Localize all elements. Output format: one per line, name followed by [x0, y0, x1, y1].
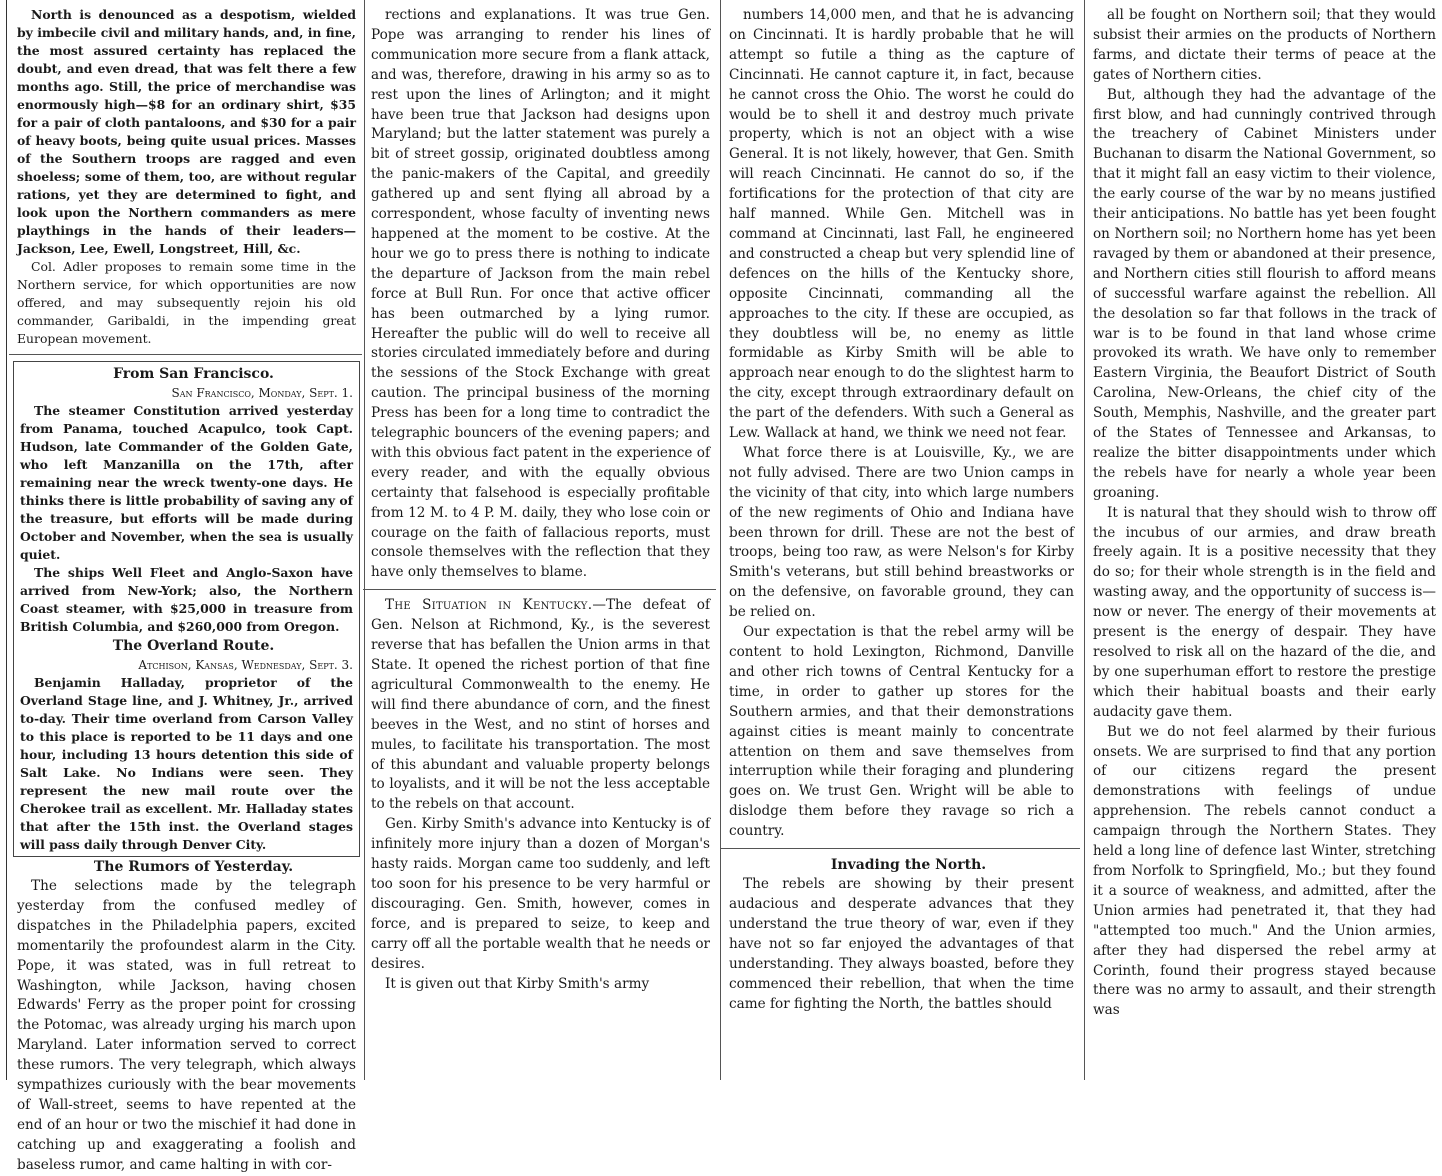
article-text: The ships Well Fleet and Anglo-Saxon have arrived from New-York; also, the Northern Coast steamer, with $25,000 in treasure from British Columbia, and $260,000 from Oregon.: [20, 565, 353, 634]
article-text: [371, 596, 710, 815]
article-text: North is denounced as a despotism, wielded by imbecile civil and military hands, and, in fine, the most assured certainty has replaced the doubt, and even dread, that was felt there a few months ago. Still, the price of merchandise was enormously high—$8 for an ordinary shirt, $35 for a pair of cloth pantaloons, and $30 for a pair of heavy boots, being quite usual prices. Masses of the Southern troops are ragged and even shoeless; some of them, too, are without regular rations, yet they are determined to fight, and look upon the Northern commanders as mere playthings in the hands of their leaders—Jackson, Lee, Ewell, Longstreet, Hill, &c.: [17, 7, 356, 256]
article-text: all be fought on Northern soil; that they would subsist their armies on the products of Northern farms, and dictate their terms of peace at the gates of Northern cities.: [1093, 7, 1436, 83]
headline-invading-north: Invading the North.: [830, 857, 987, 874]
divider: [9, 354, 362, 355]
column-4: [1084, 0, 1440, 1080]
article-text: Col. Adler proposes to remain some time in the Northern service, for which opportunities are now offered, and may subsequently rejoin his old commander, Garibaldi, in the impending great European movement.: [17, 259, 356, 346]
headline-rumors: The Rumors of Yesterday.: [93, 859, 294, 875]
article-text: rections and explanations. It was true Gen. Pope was arranging to render his lines of communication more secure from a flank attack, and was, therefore, drawing in his army so as to rest upon the lines of Arlington; and it might have been true that Jackson had designs upon Maryland; but the latter statement was purely a bit of street gossip, originated doubtless among the panic-makers of the Capital, and greedily gathered up and sent flying all abroad by a correspondent, whose faculty of inventing news happened at the moment to be costive. At the hour we go to press there is nothing to indicate the departure of Jackson from the main rebel force at Bull Run. For once that active officer has been outmarched by a lying rumor. Hereafter the public will do well to receive all stories circulated immediately before and during the sessions of the Stock Exchange with great caution. The principal business of the morning Press has been for a long time to contradict the telegraphic bouncers of the evening papers; and with this obvious fact patent in the experience of every reader, and with the equally obvious certainty that falsehood is especially profitable from 12 M. to 4 P. M. daily, they who lose coin or courage on the faith of fallacious reports, must console themselves with the reflection that they have only themselves to blame.: [371, 7, 710, 581]
article-text: Benjamin Halladay, proprietor of the Overland Stage line, and J. Whitney, Jr., arrived to-day. Their time overland from Carson Valley to this place is reported to be 11 days and one hour, including 13 hours detention this side of Salt Lake. No Indians were seen. They represent the new mail route over the Cherokee trail as excellent. Mr. Halladay states that after the 15th inst. the Overland stages will pass daily through Denver City.: [20, 675, 353, 852]
article-text: It is natural that they should wish to throw off the incubus of our armies, and draw breath freely again. It is a positive necessity that they do so; for their whole strength is in the field and wasting away, and the opportunity of success is—now or never. The energy of their movements at present is the energy of despair. They have resolved to risk all on the hazard of the die, and by one superhuman effort to restore the prestige which their habitual boasts and their early audacity gave them.: [1093, 504, 1436, 720]
headline-overland-route: The Overland Route.: [112, 638, 275, 654]
article-text: The steamer Constitution arrived yesterday from Panama, touched Acapulco, took Capt. Hudson, late Commander of the Golden Gate, who left Manzanilla on the 17th, after remaining near the wreck twenty-one days. He thinks there is little probability of saving any of the treasure, but efforts will be made during October and November, when the sea is usually quiet.: [20, 403, 353, 562]
dateline: San Francisco, Monday, Sept. 1.: [171, 386, 353, 400]
column-2: [364, 0, 716, 1080]
article-text: But, although they had the advantage of the first blow, and had cunningly contrived through the treachery of Cabinet Ministers under Buchanan to disarm the National Government, so that it might fall an easy victim to their violence, the early course of the war by no means justified their anticipations. No battle has yet been fought on Northern soil; no Northern home has yet been ravaged by them or abandoned at their presence, and Northern cities still flourish to afford means of successful warfare against the rebellion. All the desolation so far that follows in the track of war is to be found in that land whose crime provoked its wrath. We have only to remember Eastern Virginia, the Beaufort District of South Carolina, New-Orleans, the chief city of the South, Memphis, Nashville, and the greater part of the States of Tennessee and Arkansas, to realize the bitter disappointments under which the rebels have for nearly a whole year been groaning.: [1093, 86, 1436, 501]
article-text: Our expectation is that the rebel army will be content to hold Lexington, Richmond, Danville and other rich towns of Central Kentucky for a time, in order to gather up stores for the Southern armies, and that their demonstrations against cities is meant mainly to concentrate attention on them and save themselves from interruption while their foraging and plundering goes on. We trust Gen. Wright will be able to dislodge them before they ravage so rich a country.: [729, 624, 1074, 840]
san-francisco-box: [13, 361, 360, 857]
column-3: [720, 0, 1080, 1080]
headline-san-francisco: From San Francisco.: [113, 366, 274, 382]
article-text: But we do not feel alarmed by their furious onsets. We are surprised to find that any portion of our citizens regard the present demonstrations with feelings of undue apprehension. The rebels cannot conduct a campaign through the Northern States. They held a long line of defence last Winter, stretching from Norfolk to Springfield, Mo.; but they found it a source of weakness, and admitted, after the Union armies had penetrated it, that they had "attempted too much." And the Union armies, after they had dispersed the rebel army at Corinth, found their progress stayed because there was no army to assault, and their strength was: [1093, 723, 1436, 1019]
article-text: numbers 14,000 men, and that he is advancing on Cincinnati. It is hardly probable that he will attempt so futile a thing as the capture of Cincinnati. He cannot capture it, in fact, because he cannot cross the Ohio. The worst he could do would be to shell it and destroy much private property, which is not an object with a wise General. It is not likely, however, that Gen. Smith will reach Cincinnati. He cannot do so, if the fortifications for the protection of that city are half manned. While Gen. Mitchell was in command at Cincinnati, last Fall, he engineered and constructed a cheap but very splendid line of defences on the hills of the Kentucky shore, opposite Cincinnati, commanding all the approaches to the city. If these are occupied, as they doubtless will be, no enemy as little formidable as Kirby Smith will be able to approach near enough to do the slightest harm to the city, except through extraordinary default on the part of the defenders. With such a General as Lew. Wallack at hand, we think we need not fear.: [729, 7, 1074, 442]
divider: [721, 848, 1080, 849]
column-1: [6, 0, 360, 1173]
article-text: What force there is at Louisville, Ky., we are not fully advised. There are two Union camps in the vicinity of that city, into which large numbers of the new regiments of Ohio and Indiana have been thrown for drill. These are not the best of troops, being too raw, as were Nelson's for Kirby Smith's veterans, but still behind breastworks or on the defensive, on favorable ground, they can be relied on.: [729, 444, 1074, 621]
headline-kentucky: The Situation in Kentucky.: [385, 597, 593, 614]
article-text: —The defeat of Gen. Nelson at Richmond, Ky., is the severest reverse that has befallen the Union arms in that State. It opened the richest portion of that fine agricultural Commonwealth to the enemy. He will find there abundance of corn, and the finest beeves in the West, and no stint of horses and mules, to facilitate his transportation. The most of this abundant and valuable property belongs to loyalists, and it will be not the less acceptable to the rebels on that account.: [371, 597, 710, 813]
dateline: Atchison, Kansas, Wednesday, Sept. 3.: [138, 658, 353, 672]
article-text: The rebels are showing by their present audacious and desperate advances that they understand the true theory of war, even if they have not so far enjoyed the advantages of that understanding. They always boasted, before they commenced their rebellion, that when the time came for fighting the North, the battles should: [729, 876, 1074, 1012]
article-text: It is given out that Kirby Smith's army: [385, 975, 650, 992]
article-text: The selections made by the telegraph yesterday from the confused medley of dispatches in the Philadelphia papers, excited momentarily the profoundest alarm in the City. Pope, it was stated, was in full retreat to Washington, while Jackson, having chosen Edwards' Ferry as the proper point for crossing the Potomac, was already urging his march upon Maryland. Later information served to correct these rumors. The very telegraph, which always sympathizes curiously with the bear movements of Wall-street, seems to have repented at the end of an hour or two the mischief it had done in catching up and exaggerating a foolish and baseless rumor, and came halting in with cor-: [17, 878, 356, 1173]
divider: [363, 589, 716, 590]
article-text: Gen. Kirby Smith's advance into Kentucky is of infinitely more injury than a dozen of Morgan's hasty raids. Morgan came too suddenly, and left too soon for his presence to be very harmful or discouraging. Gen. Smith, however, comes in force, and is prepared to seize, to keep and carry off all the portable wealth that he needs or desires.: [371, 816, 710, 972]
